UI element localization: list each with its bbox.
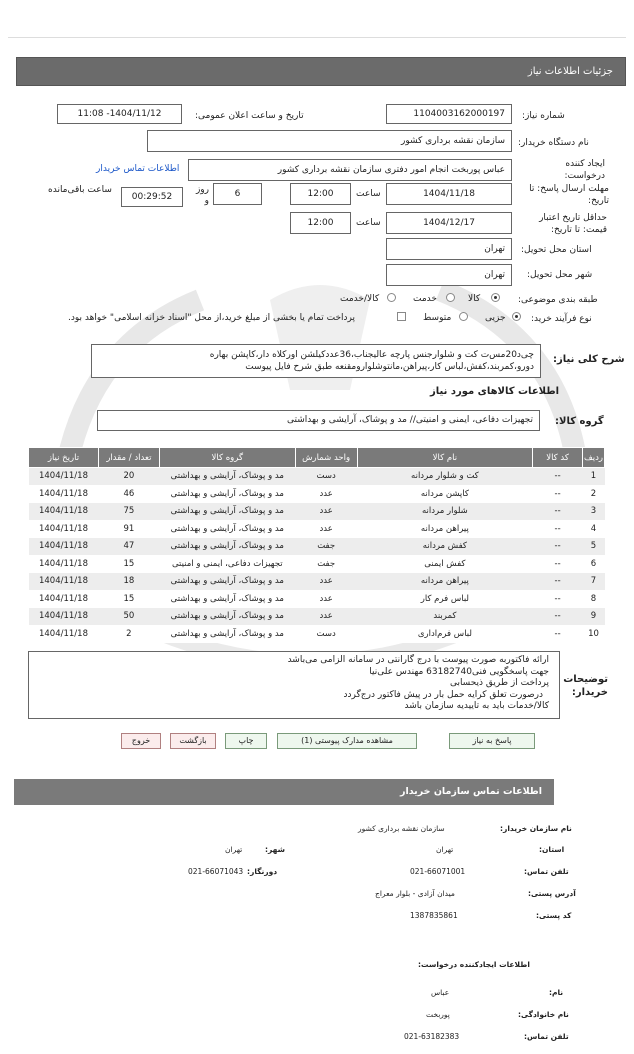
item-code: -- (533, 503, 583, 521)
family-label: نام خانوادگی: (518, 1010, 569, 1019)
item-group: مد و پوشاک، آرایشی و بهداشتی (159, 520, 295, 538)
desc-line-1: چی‌د20مس‌ت کت و شلوارجنس پارچه عالیجناب،36عددکیلشن اورکلاه دار،کاپشن بهاره (209, 350, 534, 360)
table-row (29, 468, 605, 486)
note-line-2: جهت پاسخگویی فنی63182740 مهندس علی‌نیا (369, 666, 549, 677)
unit: عدد (295, 608, 357, 626)
group-label: گروه کالا: (555, 416, 604, 427)
goods-info-title: اطلاعات کالاهای مورد نیاز (430, 386, 560, 397)
unit: جفت (295, 538, 357, 556)
item-name: لباس فرم‌اداری (357, 625, 533, 643)
item-code: -- (533, 520, 583, 538)
item-code: -- (533, 590, 583, 608)
item-group: مد و پوشاک، آرایشی و بهداشتی (159, 573, 295, 591)
creator-label: ایجاد کننده درخواست: (564, 159, 605, 181)
need-date: 1404/11/18 (29, 485, 99, 503)
col-date: تاریخ نیاز (29, 448, 99, 468)
quantity: 47 (98, 538, 159, 556)
need-number-field[interactable]: 1104003162000197 (386, 104, 512, 124)
item-code: -- (533, 555, 583, 573)
exit-button[interactable]: خروج (121, 733, 161, 749)
quantity: 91 (98, 520, 159, 538)
row-number: 1 (583, 468, 605, 486)
need-date: 1404/11/18 (29, 590, 99, 608)
note-line-1: ارائه فاکتوربه صورت پیوست با درج گارانتی در سامانه الزامی می‌باشد (287, 655, 549, 665)
table-row (29, 608, 605, 626)
unit: جفت (295, 555, 357, 573)
category-service-label: خدمت (413, 294, 437, 304)
item-code: -- (533, 538, 583, 556)
col-qty: تعداد / مقدار (98, 448, 159, 468)
item-name: کمربند (357, 608, 533, 626)
treasury-checkbox[interactable] (397, 312, 406, 321)
item-group: مد و پوشاک، آرایشی و بهداشتی (159, 485, 295, 503)
city-c-value: تهران (225, 845, 243, 854)
unit: عدد (295, 503, 357, 521)
row-number: 2 (583, 485, 605, 503)
table-row (29, 590, 605, 608)
name-value: عباس (431, 988, 450, 997)
note-line-3: پرداخت از طریق ذیحسابی (449, 678, 549, 688)
item-group: مد و پوشاک، آرایشی و بهداشتی (159, 625, 295, 643)
need-date: 1404/11/18 (29, 468, 99, 486)
print-button[interactable]: چاپ (225, 733, 267, 749)
category-both-label: کالا/خدمت (340, 294, 380, 304)
col-code: کد کالا (533, 448, 583, 468)
top-divider (8, 37, 626, 38)
purchase-type-label: نوع فرآیند خرید: (531, 314, 592, 324)
quantity: 18 (98, 573, 159, 591)
table-row (29, 573, 605, 591)
item-code: -- (533, 608, 583, 626)
item-name: لباس فرم کار (357, 590, 533, 608)
need-date: 1404/11/18 (29, 538, 99, 556)
page-title: جزئیات اطلاعات نیاز (16, 57, 626, 86)
creator-phone-value: 021-63182383 (404, 1032, 460, 1041)
creator-title: اطلاعات ایجادکننده درخواست: (418, 960, 530, 969)
unit: عدد (295, 590, 357, 608)
deadline-date-field[interactable]: 1404/11/18 (386, 183, 512, 205)
item-name: پیراهن مردانه (357, 520, 533, 538)
province-c-label: استان: (539, 845, 565, 854)
remaining-field[interactable]: 00:29:52 (121, 187, 183, 207)
quantity: 15 (98, 555, 159, 573)
validity-time-field[interactable]: 12:00 (290, 212, 351, 234)
need-date: 1404/11/18 (29, 555, 99, 573)
org-label: نام سازمان خریدار: (500, 824, 572, 833)
address-label: آدرس پستی: (528, 889, 576, 898)
postal-label: کد پستی: (536, 911, 572, 920)
address-value: میدان آزادی - بلوار معراج (375, 889, 455, 898)
goods-table (28, 447, 605, 643)
need-date: 1404/11/18 (29, 573, 99, 591)
validity-time-label: ساعت (356, 218, 381, 228)
city-field[interactable]: تهران (386, 264, 512, 286)
table-row (29, 538, 605, 556)
category-both-radio[interactable] (387, 293, 396, 302)
purchase-small-radio[interactable] (512, 312, 521, 321)
name-label: نام: (549, 988, 564, 997)
item-group: مد و پوشاک، آرایشی و بهداشتی (159, 468, 295, 486)
table-header-row (29, 448, 605, 468)
purchase-medium-radio[interactable] (459, 312, 468, 321)
remaining-label: ساعت باقی‌مانده (48, 185, 112, 195)
notes-box (28, 651, 560, 719)
payment-note: پرداخت تمام یا بخشی از مبلغ خرید،از محل "اسناد خزانه اسلامی" خواهد بود. (68, 313, 356, 323)
fax-label: دورنگار: (247, 867, 278, 876)
item-name: شلوار مردانه (357, 503, 533, 521)
row-number: 6 (583, 555, 605, 573)
col-unit: واحد شمارش (295, 448, 357, 468)
phone-label: تلفن تماس: (524, 867, 569, 876)
deadline-time-label: ساعت (356, 189, 381, 199)
item-name: کت و شلوار مردانه (357, 468, 533, 486)
row-number: 5 (583, 538, 605, 556)
item-group: مد و پوشاک، آرایشی و بهداشتی (159, 538, 295, 556)
note-line-4: درصورت تعلق کرایه حمل بار در پیش فاکتور درج‌گردد (343, 689, 543, 700)
category-service-radio[interactable] (446, 293, 455, 302)
need-number-label: شماره نیاز: (522, 111, 565, 121)
item-code: -- (533, 485, 583, 503)
item-group: مد و پوشاک، آرایشی و بهداشتی (159, 503, 295, 521)
buyer-org-label: نام دستگاه خریدار: (518, 138, 589, 148)
row-number: 10 (583, 625, 605, 643)
category-goods-label: کالا (468, 294, 481, 304)
item-code: -- (533, 625, 583, 643)
item-name: کاپشن مردانه (357, 485, 533, 503)
city-c-label: شهر: (265, 845, 285, 854)
need-date: 1404/11/18 (29, 625, 99, 643)
note-line-5: کالا/خدمات باید به تاییدیه سازمان باشد (404, 701, 549, 711)
province-c-value: تهران (436, 845, 454, 854)
announce-field[interactable]: 1404/11/12- 11:08 (57, 104, 182, 124)
unit: عدد (295, 520, 357, 538)
province-label: استان محل تحویل: (521, 245, 592, 255)
days-label: روز و (195, 185, 209, 206)
table-row (29, 625, 605, 643)
table-row (29, 520, 605, 538)
reply-button[interactable]: پاسخ به نیاز (449, 733, 535, 749)
item-name: کفش مردانه (357, 538, 533, 556)
quantity: 2 (98, 625, 159, 643)
desc-field (91, 344, 541, 378)
row-number: 8 (583, 590, 605, 608)
need-date: 1404/11/18 (29, 520, 99, 538)
unit: دست (295, 625, 357, 643)
row-number: 4 (583, 520, 605, 538)
row-number: 3 (583, 503, 605, 521)
phone-value: 021-66071001 (410, 867, 466, 876)
need-date: 1404/11/18 (29, 608, 99, 626)
item-code: -- (533, 468, 583, 486)
fax-value: 021-66071043 (188, 867, 244, 876)
quantity: 15 (98, 590, 159, 608)
deadline-time-field[interactable]: 12:00 (290, 183, 351, 205)
family-value: پوربخت (426, 1010, 450, 1019)
postal-value: 1387835861 (410, 911, 458, 920)
row-number: 9 (583, 608, 605, 626)
item-name: پیراهن مردانه (357, 573, 533, 591)
notes-label: توضیحات خریدار: (563, 674, 608, 698)
quantity: 20 (98, 468, 159, 486)
validity-label: حداقل تاریخ اعتبار قیمت: تا تاریخ: (539, 213, 607, 235)
unit: عدد (295, 573, 357, 591)
validity-date-field[interactable]: 1404/12/17 (386, 212, 512, 234)
back-button[interactable]: بازگشت (170, 733, 216, 749)
need-date: 1404/11/18 (29, 503, 99, 521)
table-row (29, 555, 605, 573)
item-group: تجهیزات دفاعی، ایمنی و امنیتی (159, 555, 295, 573)
table-row (29, 485, 605, 503)
quantity: 50 (98, 608, 159, 626)
desc-line-2: دورو،کمربند،کفش،لباس کار،پیراهن،مانتوشلوارومقنعه طبق شرح فایل پیوست (245, 362, 534, 372)
item-group: مد و پوشاک، آرایشی و بهداشتی (159, 608, 295, 626)
purchase-small-label: جزیی (485, 313, 506, 323)
item-code: -- (533, 573, 583, 591)
desc-label: شرح کلی نیاز: (553, 354, 625, 365)
creator-phone-label: تلفن تماس: (524, 1032, 569, 1041)
category-goods-radio[interactable] (491, 293, 500, 302)
unit: دست (295, 468, 357, 486)
purchase-medium-label: متوسط (423, 313, 452, 323)
contact-section-title: اطلاعات تماس سازمان خریدار (14, 779, 554, 805)
quantity: 46 (98, 485, 159, 503)
category-label: طبقه بندی موضوعی: (518, 295, 598, 305)
col-row: ردیف (583, 448, 605, 468)
deadline-label: مهلت ارسال پاسخ: تا تاریخ: (529, 184, 609, 206)
item-group: مد و پوشاک، آرایشی و بهداشتی (159, 590, 295, 608)
view-documents-button[interactable]: مشاهده مدارک پیوستی (1) (277, 733, 417, 749)
col-name: نام کالا (357, 448, 533, 468)
contact-link[interactable]: اطلاعات تماس خریدار (96, 164, 180, 174)
announce-label: تاریخ و ساعت اعلان عمومی: (195, 111, 304, 121)
province-field[interactable]: تهران (386, 238, 512, 260)
buyer-org-field[interactable]: سازمان نقشه برداری کشور (147, 130, 512, 152)
table-row (29, 503, 605, 521)
creator-field[interactable]: عباس پوربخت انجام امور دفتری سازمان نقشه برداری کشور (188, 159, 512, 181)
col-group: گروه کالا (159, 448, 295, 468)
item-name: کفش ایمنی (357, 555, 533, 573)
days-field[interactable]: 6 (213, 183, 262, 205)
group-field[interactable]: تجهیزات دفاعی، ایمنی و امنیتی// مد و پوشاک، آرایشی و بهداشتی (97, 410, 540, 431)
unit: عدد (295, 485, 357, 503)
city-label: شهر محل تحویل: (527, 270, 593, 280)
org-value: سازمان نقشه برداری کشور (358, 824, 445, 833)
row-number: 7 (583, 573, 605, 591)
quantity: 75 (98, 503, 159, 521)
